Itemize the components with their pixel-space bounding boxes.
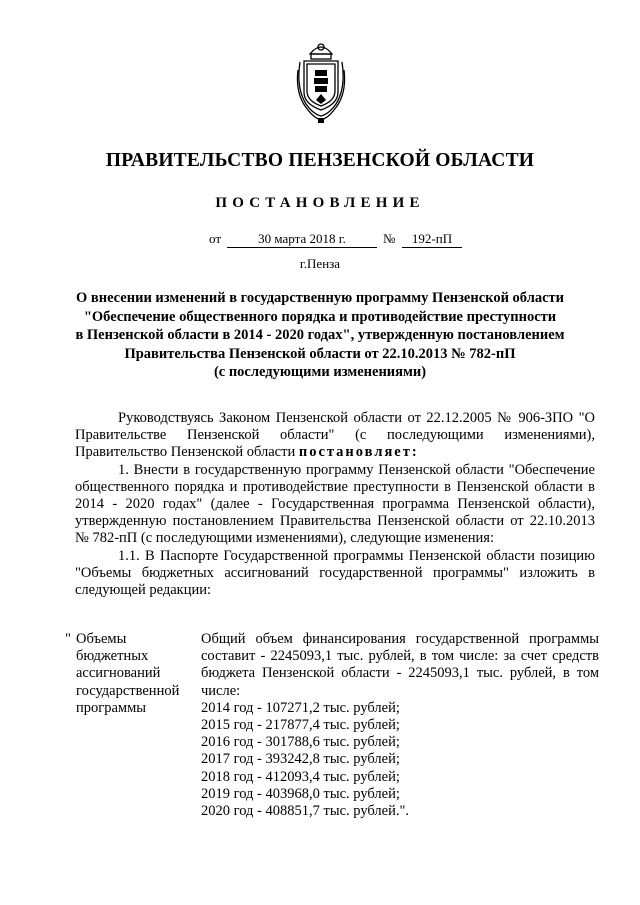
number-prefix: № [383, 231, 396, 246]
item-1-1: 1.1. В Паспорте Государственной программы Пензенской области позицию "Объемы бюджетных ассигнований государственной программы" изложить в следующей редакции: [75, 547, 595, 599]
year-line: 2019 год - 403968,0 тыс. рублей; [201, 785, 400, 802]
year-line: 2014 год - 107271,2 тыс. рублей; [201, 699, 400, 716]
opening-quote: " [65, 631, 71, 647]
heading-line: Правительства Пензенской области от 22.10.2013 № 782-пП [124, 345, 516, 362]
year-line: 2017 год - 393242,8 тыс. рублей; [201, 751, 400, 768]
heading-line: в Пензенской области в 2014 - 2020 годах", утвержденную постановлением [75, 327, 565, 343]
year-line: 2016 год - 301788,6 тыс. рублей; [201, 734, 400, 751]
heading-line: "Обеспечение общественного порядка и противодействие преступности [83, 308, 557, 325]
document-body [75, 410, 595, 599]
government-title: ПРАВИТЕЛЬСТВО ПЕНЗЕНСКОЙ ОБЛАСТИ [105, 150, 535, 171]
year-line: 2020 год - 408851,7 тыс. рублей.". [201, 803, 409, 820]
heading-line: (с последующими изменениями) [213, 364, 427, 380]
passport-label: Объемы бюджетных ассигнований государственной программы [76, 631, 180, 716]
year-line: 2018 год - 412093,4 тыс. рублей; [201, 768, 400, 785]
decree-date: 30 марта 2018 г. [227, 231, 377, 248]
decrees-word: постановляет: [298, 444, 419, 461]
date-prefix: от [209, 231, 222, 246]
passport-value [201, 631, 599, 820]
intro-text: Руководствуясь Законом Пензенской области от 22.12.2005 № 906-ЗПО "О Правительстве Пензенской области" (с последующими изменениями), Правительство Пензенской области [75, 410, 595, 461]
funding-summary: Общий объем финансирования государственной программы составит - 2245093,1 тыс. рублей, в том числе: за счет средств бюджета Пензенской области - 2245093,1 тыс. рублей, в том числе: [201, 631, 599, 699]
decree-number: 192-пП [402, 231, 462, 248]
intro-paragraph [75, 410, 595, 462]
penza-coat-of-arms-icon [296, 40, 346, 124]
city: г.Пенза [299, 256, 341, 271]
document-heading [60, 289, 580, 382]
item-1: 1. Внести в государственную программу Пензенской области "Обеспечение общественного порядка и противодействие преступности в Пензенской области в 2014 - 2020 годах" (далее - Государственная программа Пензенской области), утвержденную постановлением Правительства Пензенской области от 22.10.2013 № 782-пП (с последующими изменениями), следующие изменения: [75, 461, 595, 547]
heading-line: О внесении изменений в государственную программу Пензенской области [75, 290, 564, 306]
year-line: 2015 год - 217877,4 тыс. рублей; [201, 717, 400, 734]
decree-type: ПОСТАНОВЛЕНИЕ [215, 195, 425, 211]
